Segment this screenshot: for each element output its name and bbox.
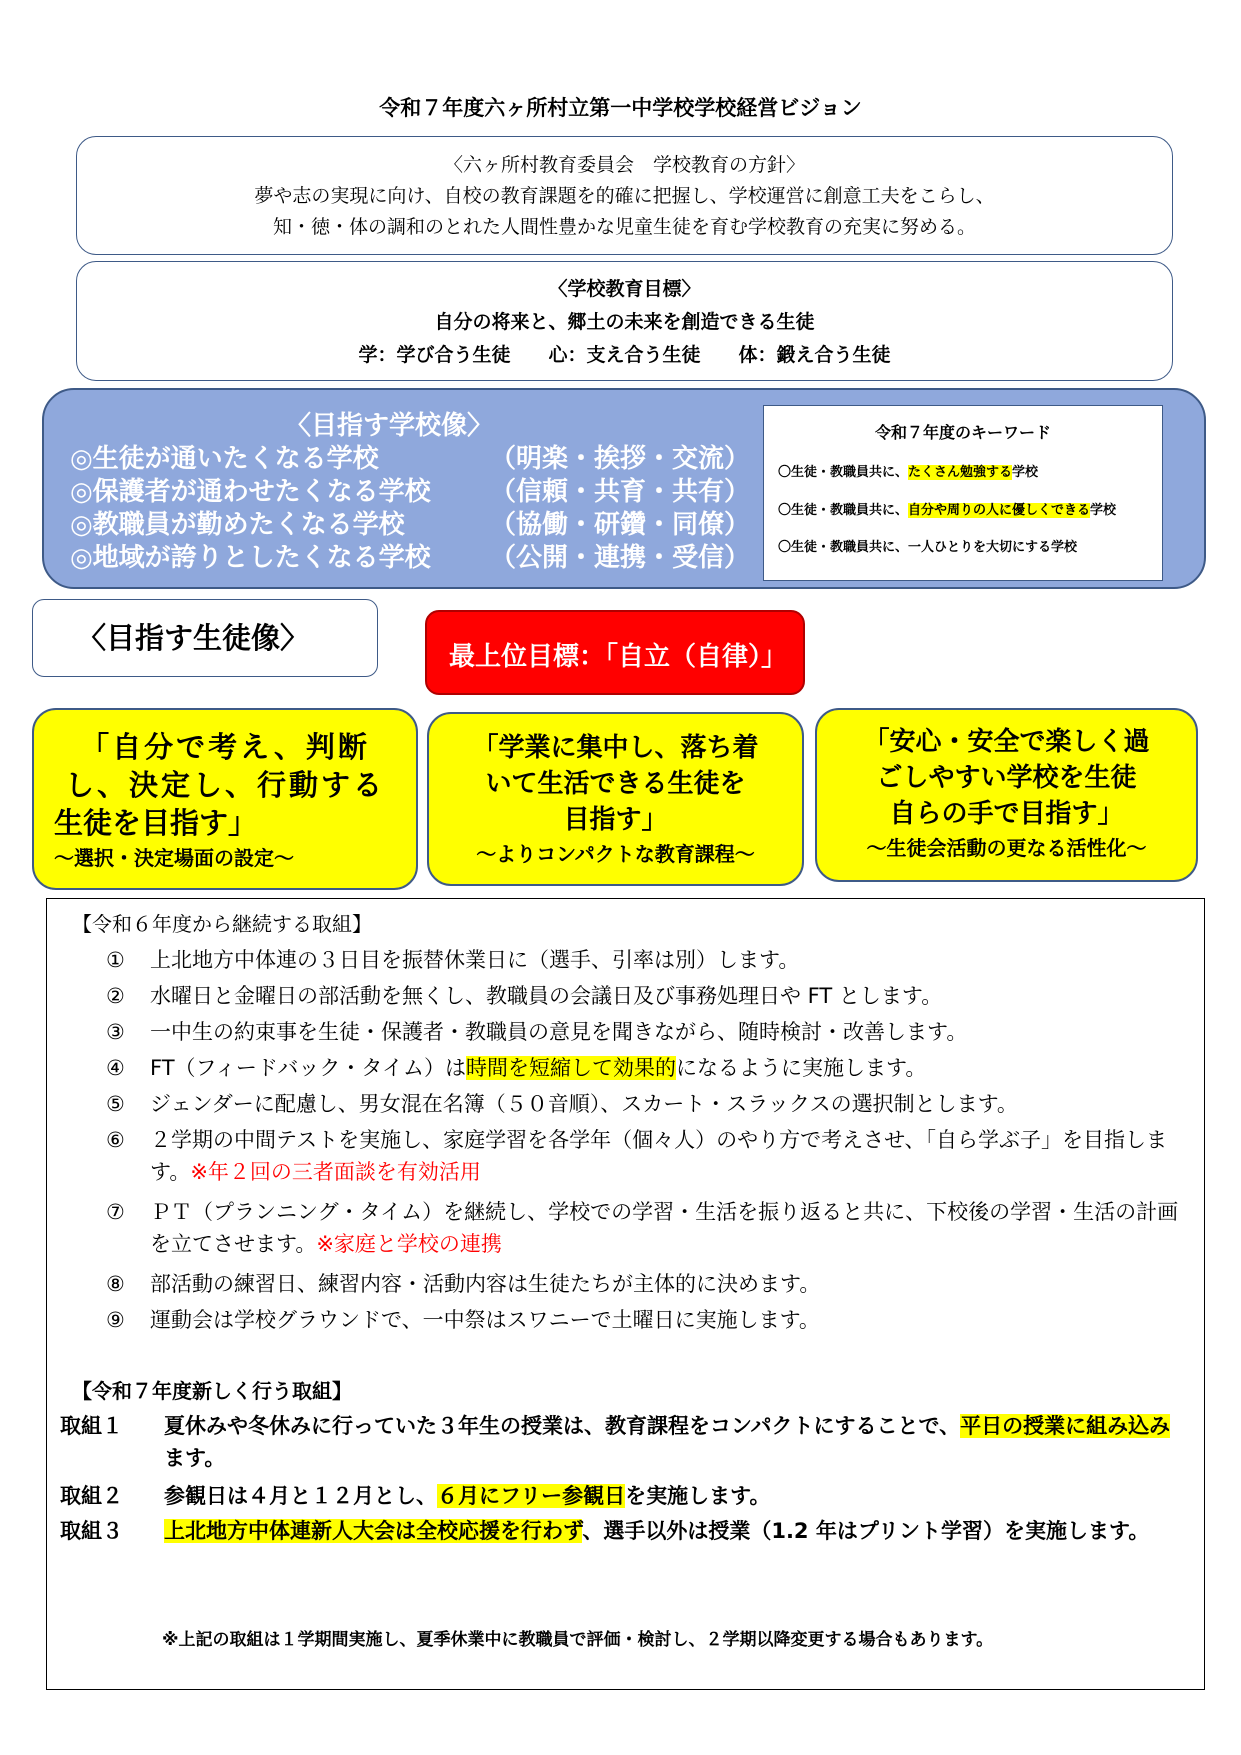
continuing-item xyxy=(106,980,1186,1012)
policy-line-1: 夢や志の実現に向け、自校の教育課題を的確に把握し、学校運営に創意工夫をこらし、 xyxy=(254,185,995,207)
school-vision-heading: 〈目指す学校像〉 xyxy=(285,411,494,441)
vision-row-name: ◎保護者が通わせたくなる学校 xyxy=(70,477,431,507)
vision-row-name: ◎地域が誇りとしたくなる学校 xyxy=(70,543,431,573)
item-text-part: ２学期の中間テストを実施し、家庭学習を各学年（個々人）のやり方で考えさせ、「自ら学ぶ子」を目指します。 xyxy=(150,1128,1168,1184)
item-text: 一中生の約束事を生徒・保護者・教職員の意見を聞きながら、随時検討・改善します。 xyxy=(150,1020,968,1044)
continuing-item xyxy=(106,1268,1186,1300)
item-number: ④ xyxy=(106,1056,125,1080)
keyword-text: 〇生徒・教職員共に、一人ひとりを大切にする学校 xyxy=(778,540,1078,555)
item-number: ③ xyxy=(106,1020,125,1044)
action-label: 取組３ xyxy=(60,1519,123,1543)
goal-card xyxy=(427,712,804,886)
vision-row xyxy=(70,471,750,508)
vision-row-name: ◎生徒が通いたくなる学校 xyxy=(70,444,379,474)
school-goal-box xyxy=(76,261,1173,381)
keyword-item xyxy=(778,461,1038,480)
action-text-part: 参観日は４月と１２月とし、 xyxy=(164,1484,437,1508)
item-highlight: 時間を短縮して効果的 xyxy=(466,1056,677,1080)
action-text xyxy=(164,1480,1190,1512)
goal-card-sub: ～生徒会活動の更なる活性化～ xyxy=(866,836,1147,860)
vision-row-tags: （協働・研鑽・同僚） xyxy=(490,510,751,540)
goal-card-line: 「安心・安全で楽しく過 xyxy=(863,727,1150,757)
continuing-item xyxy=(106,1124,1186,1188)
school-goal-line-2: 学：学び合う生徒 心：支え合う生徒 体：鍛え合う生徒 xyxy=(358,344,891,366)
vision-row xyxy=(70,504,750,541)
goal-card-sub: ～よりコンパクトな教育課程～ xyxy=(476,842,755,866)
keyword-highlight: たくさん勉強する xyxy=(908,465,1013,480)
new-action-item xyxy=(60,1480,1190,1512)
item-number: ⑤ xyxy=(106,1092,125,1116)
item-number: ⑧ xyxy=(106,1272,125,1296)
goal-card-line: 生徒を目指す」 xyxy=(54,806,258,840)
item-text: 水曜日と金曜日の部活動を無くし、教職員の会議日及び事務処理日や FT とします。 xyxy=(150,984,943,1008)
continuing-item xyxy=(106,1016,1186,1048)
top-goal-label: 最上位目標：「自立（自律）」 xyxy=(425,610,805,695)
keyword-text: 学校 xyxy=(1090,503,1117,518)
item-text: 運動会は学校グラウンドで、一中祭はスワニーで土曜日に実施します。 xyxy=(150,1308,820,1332)
keyword-highlight: 自分や周りの人に優しくできる xyxy=(908,503,1091,518)
goal-card-line: し、決定し、行動する xyxy=(64,768,385,802)
school-goal-heading: 〈学校教育目標〉 xyxy=(548,278,701,300)
keyword-text: 学校 xyxy=(1012,465,1039,480)
goal-card-line: 目指す」 xyxy=(563,805,668,835)
school-goal-line-1: 自分の将来と、郷土の未来を創造できる生徒 xyxy=(434,311,815,333)
item-text xyxy=(150,1052,1186,1084)
item-number: ② xyxy=(106,984,125,1008)
item-text: 部活動の練習日、練習内容・活動内容は生徒たちが主体的に決めます。 xyxy=(150,1272,821,1296)
item-text xyxy=(150,1124,1186,1188)
action-highlight: 平日の授業に組み込み xyxy=(960,1414,1171,1438)
continuing-item xyxy=(106,1088,1186,1120)
item-text xyxy=(150,1196,1186,1260)
action-text xyxy=(164,1515,1190,1547)
goal-card-line: 「学業に集中し、落ち着 xyxy=(472,733,759,763)
action-highlight: 上北地方中体連新人大会は全校応援を行わず xyxy=(164,1519,583,1543)
keywords-box xyxy=(763,405,1163,581)
item-number: ① xyxy=(106,948,125,972)
new-action-item xyxy=(60,1410,1190,1474)
goal-card-sub: ～選択・決定場面の設定～ xyxy=(54,846,294,870)
goal-card xyxy=(32,708,418,890)
continuing-item xyxy=(106,1196,1186,1260)
item-text: 上北地方中体連の３日目を振替休業日に（選手、引率は別）します。 xyxy=(150,948,800,972)
vision-row-tags: （明楽・挨拶・交流） xyxy=(490,444,751,474)
item-text-part: FT（フィードバック・タイム）は xyxy=(150,1056,467,1080)
action-label: 取組１ xyxy=(60,1414,123,1438)
page-title: 令和７年度六ヶ所村立第一中学校学校経営ビジョン xyxy=(379,96,862,120)
item-text: ジェンダーに配慮し、男女混在名簿（５０音順）、スカート・スラックスの選択制とします。 xyxy=(150,1092,1018,1116)
action-highlight: ６月にフリー参観日 xyxy=(437,1484,626,1508)
keyword-text: 〇生徒・教職員共に、 xyxy=(778,503,909,518)
keyword-item xyxy=(778,499,1116,518)
continuing-item xyxy=(106,944,1186,976)
continuing-item xyxy=(106,1304,1186,1336)
item-number: ⑥ xyxy=(106,1128,125,1152)
action-text-part: 夏休みや冬休みに行っていた３年生の授業は、教育課程をコンパクトにすることで、 xyxy=(164,1414,961,1438)
item-number: ⑦ xyxy=(106,1200,125,1224)
action-text-part: ます。 xyxy=(164,1446,226,1470)
footnote: ※上記の取組は１学期間実施し、夏季休業中に教職員で評価・検討し、２学期以降変更する場合もあります。 xyxy=(162,1630,994,1650)
vision-row-tags: （信頼・共育・共有） xyxy=(490,477,751,507)
vision-row-tags: （公開・連携・受信） xyxy=(490,543,751,573)
keywords-title: 令和７年度のキーワード xyxy=(874,423,1051,442)
new-actions-heading: 【令和７年度新しく行う取組】 xyxy=(72,1379,352,1403)
goal-card-line: 「自分で考え、判断 xyxy=(80,730,370,764)
new-action-item xyxy=(60,1515,1190,1547)
item-text-part: になるように実施します。 xyxy=(676,1056,927,1080)
vision-row xyxy=(70,537,750,574)
item-red-note: ※家庭と学校の連携 xyxy=(316,1232,502,1256)
goal-card-line: 自らの手で目指す」 xyxy=(889,799,1124,829)
policy-line-2: 知・徳・体の調和のとれた人間性豊かな児童生徒を育む学校教育の充実に努める。 xyxy=(272,216,976,238)
policy-heading: 〈六ヶ所村教育委員会 学校教育の方針〉 xyxy=(443,154,805,176)
item-number: ⑨ xyxy=(106,1308,125,1332)
student-image-label: 〈目指す生徒像〉 xyxy=(32,599,378,677)
action-label: 取組２ xyxy=(60,1484,123,1508)
action-text xyxy=(164,1410,1190,1474)
continuing-item xyxy=(106,1052,1186,1084)
keyword-text: 〇生徒・教職員共に、 xyxy=(778,465,909,480)
item-text-part: ＰＴ（プランニング・タイム）を継続し、学校での学習・生活を振り返ると共に、下校後の学習・生活の計画を立てさせます。 xyxy=(150,1200,1179,1256)
action-text-part: 、選手以外は授業（1.2 年はプリント学習）を実施します。 xyxy=(582,1519,1150,1543)
policy-box xyxy=(76,136,1173,255)
item-red-note: ※年２回の三者面談を有効活用 xyxy=(190,1160,481,1184)
goal-card-line: ごしやすい学校を生徒 xyxy=(876,763,1137,793)
keyword-item xyxy=(778,536,1077,555)
vision-row-name: ◎教職員が勤めたくなる学校 xyxy=(70,510,405,540)
vision-row xyxy=(70,438,750,475)
action-text-part: を実施します。 xyxy=(625,1484,771,1508)
goal-card xyxy=(815,708,1198,882)
goal-card-line: いて生活できる生徒を xyxy=(485,769,746,799)
continuing-heading: 【令和６年度から継続する取組】 xyxy=(72,912,372,936)
